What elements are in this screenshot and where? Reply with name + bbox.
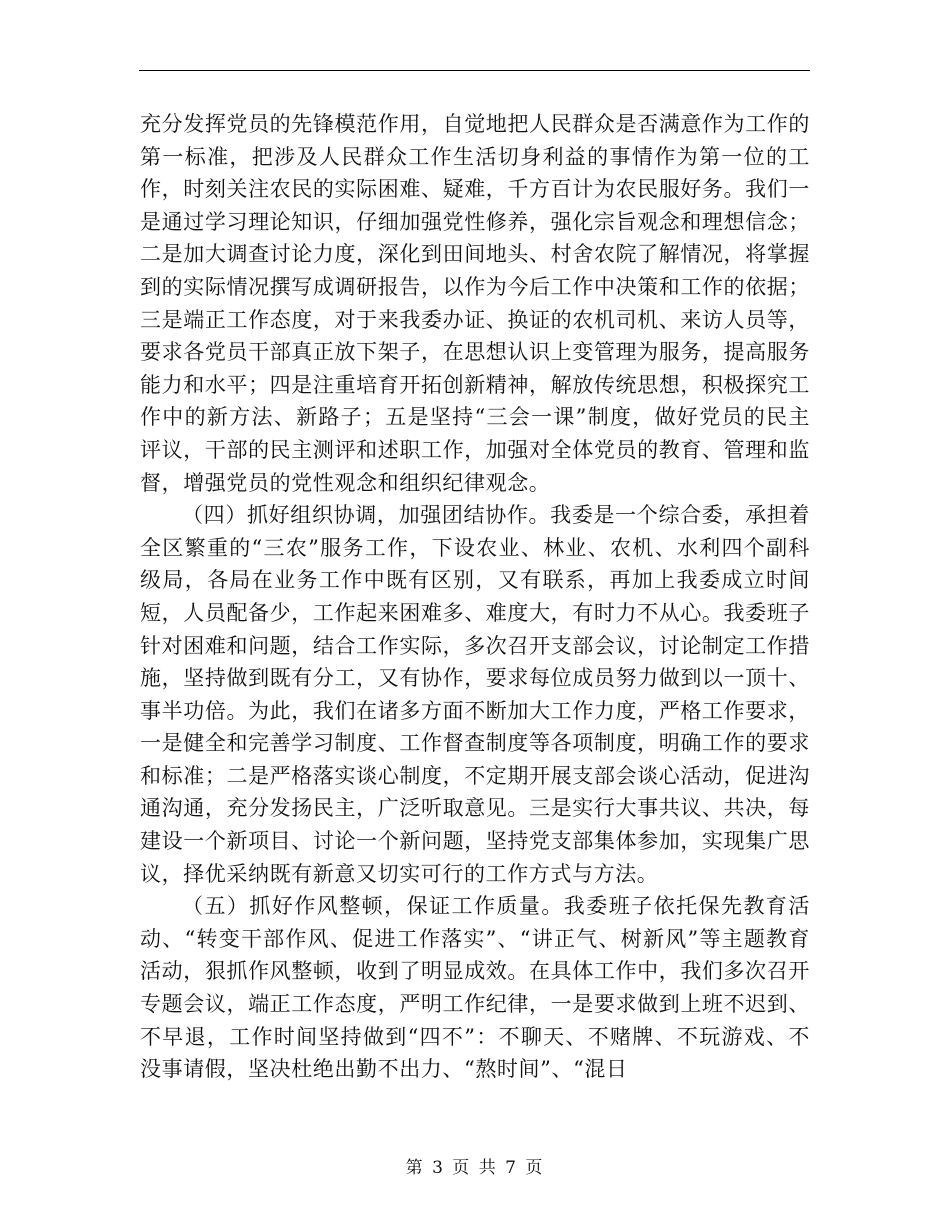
paragraph-section-five: （五）抓好作风整顿，保证工作质量。我委班子依托保先教育活动、“转变干部作风、促进工作落实”、“讲正气、树新风”等主题教育活动，狠抓作风整顿，收到了明显成效。在具体工作中，我们多次召开专题会议，端正工作态度，严明工作纪律，一是要求做到上班不迟到、不早退，工作时间坚持做到“四不”：不聊天、不赌牌、不玩游戏、不没事请假，坚决杜绝出勤不出力、“熬时间”、“混日 xyxy=(140,894,810,1082)
paragraph-continuation: 充分发挥党员的先锋模范作用，自觉地把人民群众是否满意作为工作的第一标准，把涉及人民群众工作生活切身利益的事情作为第一位的工作，时刻关注农民的实际困难、疑难，千方百计为农民服好务。我们一是通过学习理论知识，仔细加强党性修养，强化宗旨观念和理想信念；二是加大调查讨论力度，深化到田间地头、村舍农院了解情况，将掌握到的实际情况撰写成调研报告，以作为今后工作中决策和工作的依据；三是端正工作态度，对于来我委办证、换证的农机司机、来访人员等，要求各党员干部真正放下架子，在思想认识上变管理为服务，提高服务能力和水平；四是注重培育开拓创新精神，解放传统思想，积极探究工作中的新方法、新路子；五是坚持“三会一课”制度，做好党员的民主评议，干部的民主测评和述职工作，加强对全体党员的教育、管理和监督，增强党员的党性观念和组织纪律观念。 xyxy=(140,112,810,495)
header-rule xyxy=(139,70,810,71)
document-body xyxy=(140,108,810,1086)
page-footer: 第 3 页 共 7 页 xyxy=(405,1158,545,1178)
paragraph-section-four: （四）抓好组织协调，加强团结协作。我委是一个综合委，承担着全区繁重的“三农”服务工作，下设农业、林业、农机、水利四个副科级局，各局在业务工作中既有区别，又有联系，再加上我委成立时间短，人员配备少，工作起来困难多、难度大，有时力不从心。我委班子针对困难和问题，结合工作实际，多次召开支部会议，讨论制定工作措施，坚持做到既有分工，又有协作，要求每位成员努力做到以一顶十、事半功倍。为此，我们在诸多方面不断加大工作力度，严格工作要求，一是健全和完善学习制度、工作督查制度等各项制度，明确工作的要求和标准；二是严格落实谈心制度，不定期开展支部会谈心活动，促进沟通沟通，充分发扬民主，广泛听取意见。三是实行大事共议、共决，每建设一个新项目、讨论一个新问题，坚持党支部集体参加，实现集广思议，择优采纳既有新意又切实可行的工作方式与方法。 xyxy=(140,503,810,886)
